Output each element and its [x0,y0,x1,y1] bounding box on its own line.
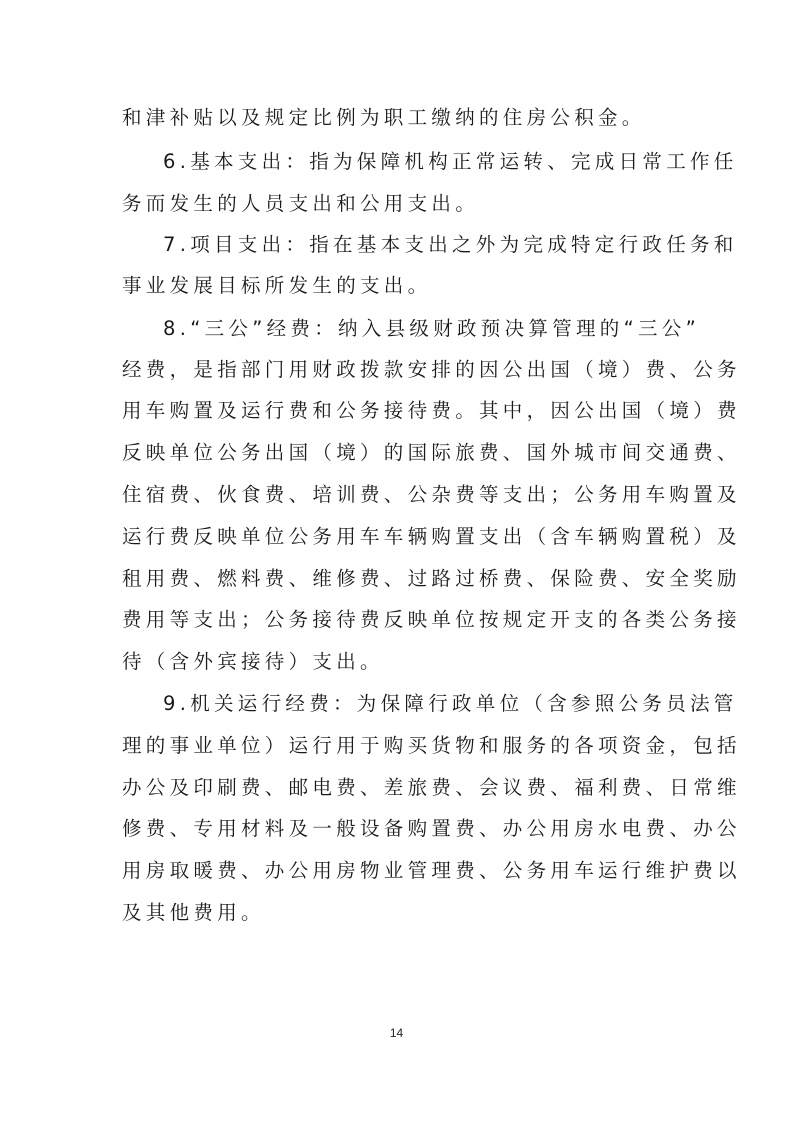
text-line: 用房取暖费、办公用房物业管理费、公务用车运行维护费以 [122,859,741,882]
text-line: 8.“三公”经费：纳入县级财政预决算管理的“三公” [163,317,701,340]
page-number: 14 [389,1026,404,1040]
text-line: 务而发生的人员支出和公用支出。 [122,192,480,215]
text-line: 6.基本支出：指为保障机构正常运转、完成日常工作任 [163,150,738,173]
text-line: 7.项目支出：指在基本支出之外为完成特定行政任务和 [163,233,738,256]
text-line: 修费、专用材料及一般设备购置费、办公用房水电费、办公 [122,817,741,840]
text-line: 事业发展目标所发生的支出。 [122,274,432,297]
text-line: 及其他费用。 [122,901,265,924]
text-line: 用车购置及运行费和公务接待费。其中，因公出国（境）费 [122,399,741,422]
text-line: 运行费反映单位公务用车车辆购置支出（含车辆购置税）及 [122,525,741,548]
text-line: 反映单位公务出国（境）的国际旅费、国外城市间交通费、 [122,441,741,464]
text-line: 住宿费、伙食费、培训费、公杂费等支出；公务用车购置及 [122,483,741,506]
text-line: 租用费、燃料费、维修费、过路过桥费、保险费、安全奖励 [122,567,741,590]
text-line: 经费，是指部门用财政拨款安排的因公出国（境）费、公务 [122,358,741,381]
text-line: 9.机关运行经费：为保障行政单位（含参照公务员法管 [163,692,738,715]
text-line: 和津补贴以及规定比例为职工缴纳的住房公积金。 [122,106,646,129]
text-line: 理的事业单位）运行用于购买货物和服务的各项资金，包括 [122,734,741,757]
text-line: 办公及印刷费、邮电费、差旅费、会议费、福利费、日常维 [122,776,741,799]
text-line: 费用等支出；公务接待费反映单位按规定开支的各类公务接 [122,608,741,631]
text-line: 待（含外宾接待）支出。 [122,650,384,673]
